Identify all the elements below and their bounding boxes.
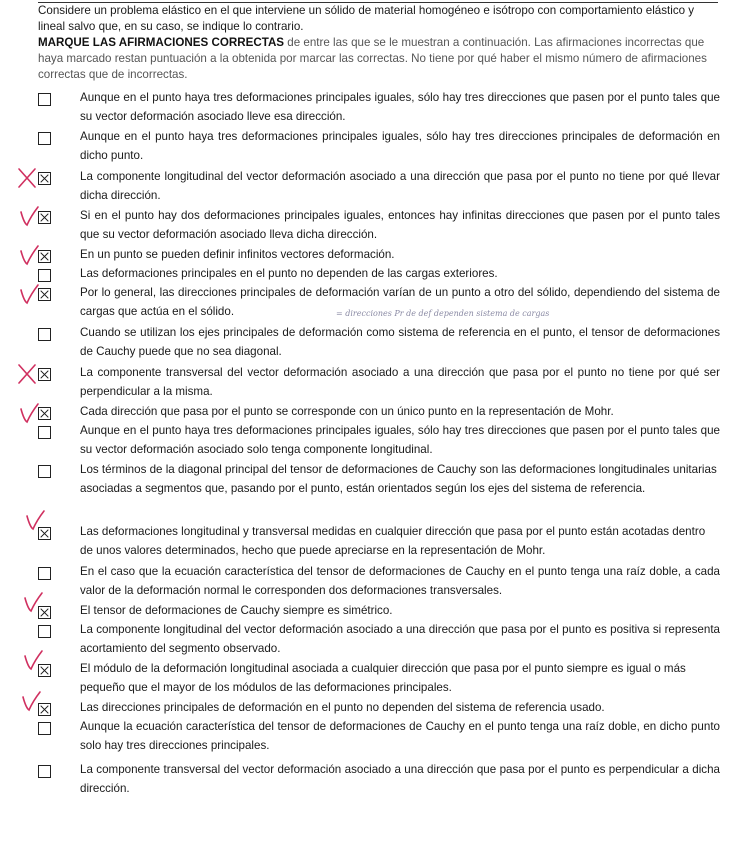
question-text-11: Aunque en el punto haya tres deformaciones principales iguales, sólo hay tres direcciones que pasen por el punto tales que su vector deformación asociado solo tenga componente longitudinal. [80,424,720,456]
checkbox-x-mark [39,369,50,380]
question-text-6: Las deformaciones principales en el punto no dependen de las cargas exteriores. [80,267,498,280]
grade-tick-mark-7 [18,282,40,311]
intro-context: Considere un problema elástico en el que interviene un sólido de material homogéneo e isótropo con comportamiento elástico y lineal salvo que, en su caso, se indique lo contrario. [38,4,695,33]
question-text-10: Cada dirección que pasa por el punto se corresponde con un único punto en la representación de Mohr. [80,405,614,418]
question-text-19: Aunque la ecuación característica del tensor de deformaciones de Cauchy en el punto tenga una raíz doble, en dicho punto solo hay tres direcciones principales. [80,720,720,752]
answer-checkbox-8[interactable] [38,328,51,341]
question-text-12: Los términos de la diagonal principal del tensor de deformaciones de Cauchy son las deformaciones longitudinales unitarias asociadas a segmentos que, pasando por el punto, están orientados según los ejes del sistema de referencia. [80,463,717,495]
checkbox-x-mark [39,704,50,715]
instruction-heading: MARQUE LAS AFIRMACIONES CORRECTAS [38,36,285,49]
checkbox-x-mark [39,212,50,223]
answer-checkbox-7[interactable] [38,288,51,301]
handwritten-note: = direcciones Pr de def dependen sistema de cargas [336,309,550,318]
answer-checkbox-16[interactable] [38,625,51,638]
question-text-7: Por lo general, las direcciones principales de deformación varían de un punto a otro del sólido, dependiendo del sistema de cargas que actúa en el sólido. [80,286,720,318]
question-text-3: La componente longitudinal del vector deformación asociado a una dirección que pasa por el punto no tiene por qué llevar dicha dirección. [80,170,720,202]
checkbox-x-mark [39,173,50,184]
intro-instruction [38,35,718,83]
answer-checkbox-14[interactable] [38,567,51,580]
checkbox-x-mark [39,607,50,618]
intro-block [38,3,718,83]
answer-checkbox-13[interactable] [38,527,51,540]
grade-cross-mark-3 [16,166,38,195]
checkbox-x-mark [39,289,50,300]
question-text-9: La componente transversal del vector deformación asociado a una dirección que pasa por el punto no tiene por qué ser perpendicular a la misma. [80,366,720,398]
question-text-15: El tensor de deformaciones de Cauchy siempre es simétrico. [80,604,393,617]
grade-cross-mark-9 [16,362,38,391]
question-text-14: En el caso que la ecuación característica del tensor de deformaciones de Cauchy en el punto tenga una raíz doble, a cada valor de la deformación normal le corresponden dos deformaciones transversales. [80,565,720,597]
grade-tick-mark-5 [18,243,40,272]
question-text-16: La componente longitudinal del vector deformación asociado a una dirección que pasa por el punto es positiva si representa acortamiento del segmento observado. [80,623,720,655]
answer-checkbox-18[interactable] [38,703,51,716]
grade-tick-mark-10 [18,401,40,430]
answer-checkbox-4[interactable] [38,211,51,224]
question-text-1: Aunque en el punto haya tres deformaciones principales iguales, sólo hay tres direcciones que pasen por el punto tales que su vector deformación asociado lleve esa dirección. [80,91,720,123]
checkbox-x-mark [39,528,50,539]
question-text-17: El módulo de la deformación longitudinal asociada a cualquier dirección que pasa por el punto siempre es igual o más pequeño que el mayor de los módulos de las deformaciones principales. [80,662,686,694]
answer-checkbox-10[interactable] [38,407,51,420]
grade-tick-mark-4 [18,204,40,233]
question-text-13: Las deformaciones longitudinal y transversal medidas en cualquier dirección que pasa por el punto están acotadas dentro de unos valores determinados, hecho que puede apreciarse en la representación de Mohr. [80,525,706,557]
question-text-20: La componente transversal del vector deformación asociado a una dirección que pasa por el punto es perpendicular a dicha dirección. [80,763,720,795]
answer-checkbox-12[interactable] [38,465,51,478]
question-text-18: Las direcciones principales de deformación en el punto no dependen del sistema de referencia usado. [80,701,605,714]
answer-checkbox-11[interactable] [38,426,51,439]
checkbox-x-mark [39,251,50,262]
question-text-8: Cuando se utilizan los ejes principales de deformación como sistema de referencia en el punto, el tensor de deformaciones de Cauchy puede que no sea diagonal. [80,326,720,358]
checkbox-x-mark [39,665,50,676]
question-text-5: En un punto se pueden definir infinitos vectores deformación. [80,248,395,261]
answer-checkbox-5[interactable] [38,250,51,263]
answer-checkbox-9[interactable] [38,368,51,381]
answer-checkbox-15[interactable] [38,606,51,619]
question-text-4: Si en el punto hay dos deformaciones principales iguales, entonces hay infinitas direcciones que pasen por el punto tales que su vector deformación asociado lleva dicha dirección. [80,209,720,241]
answer-checkbox-6[interactable] [38,269,51,282]
answer-checkbox-3[interactable] [38,172,51,185]
question-text-2: Aunque en el punto haya tres deformaciones principales iguales, sólo hay tres direcciones principales de deformación en dicho punto. [80,130,720,162]
answer-checkbox-17[interactable] [38,664,51,677]
answer-checkbox-20[interactable] [38,765,51,778]
answer-checkbox-19[interactable] [38,722,51,735]
instruction-text: de entre las que se le muestran a continuación. Las afirmaciones incorrectas que haya marcado restan puntuación a la obtenida por marcar las correctas. No tiene por qué haber el mismo número de afirmaciones correctas que de incorrectas. [38,36,707,81]
answer-checkbox-2[interactable] [38,132,51,145]
answer-checkbox-1[interactable] [38,93,51,106]
checkbox-x-mark [39,408,50,419]
